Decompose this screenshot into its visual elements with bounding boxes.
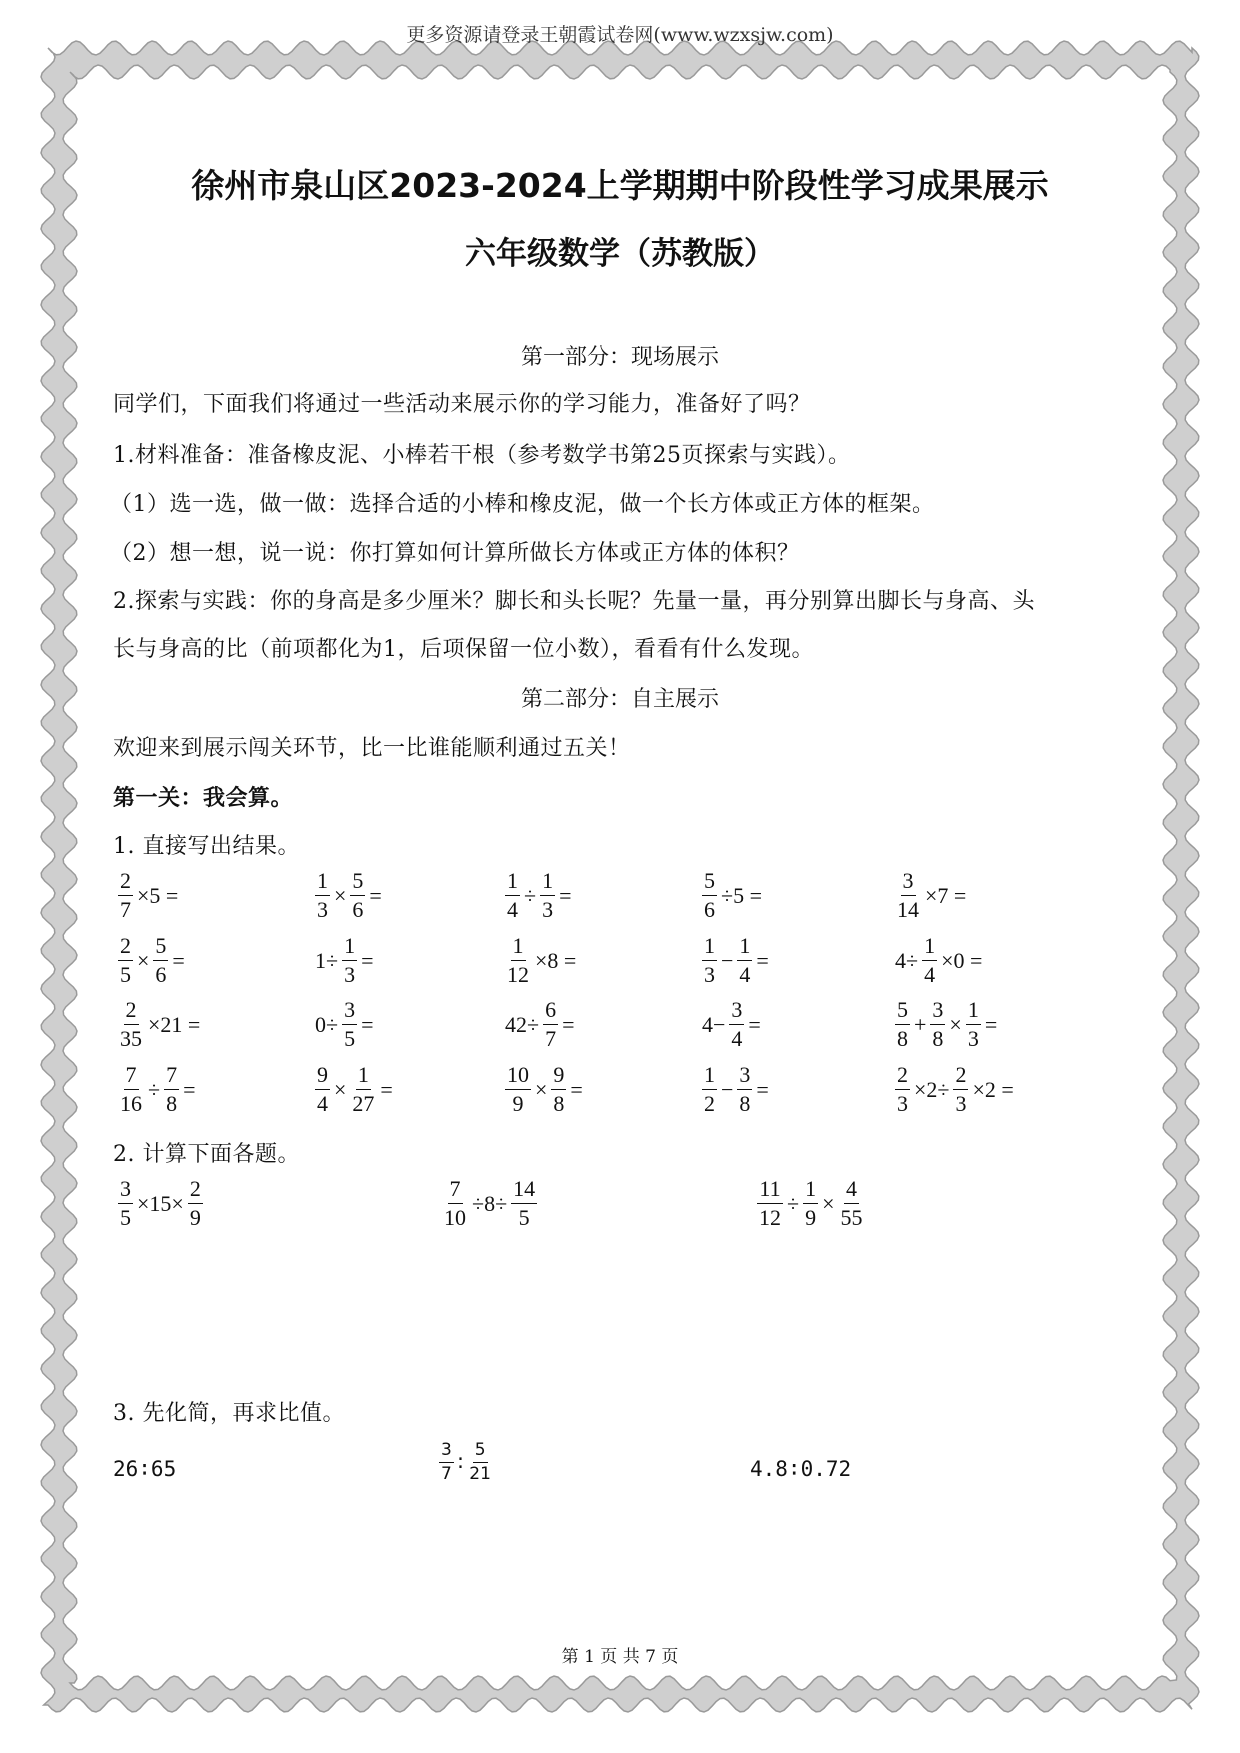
numerator: 10 — [505, 1064, 531, 1090]
oral-calc-expression — [116, 935, 187, 986]
operator-text: = — [369, 882, 382, 908]
part2-intro: 欢迎来到展示闯关环节，比一比谁能顺利通过五关！ — [113, 736, 631, 761]
fraction — [164, 1064, 179, 1115]
ratio2-left-denominator: 7 — [441, 1464, 452, 1484]
fraction — [930, 999, 945, 1050]
fraction — [505, 935, 531, 986]
fraction — [315, 870, 330, 921]
fraction — [118, 935, 133, 986]
oral-calc-expression — [700, 870, 764, 921]
fraction — [702, 1064, 717, 1115]
numerator: 5 — [350, 870, 365, 896]
fraction — [350, 870, 365, 921]
numerator: 1 — [702, 1064, 717, 1090]
ratio2-right-denominator: 21 — [469, 1464, 491, 1484]
denominator: 3 — [967, 1026, 979, 1051]
operator-text: ×5 = — [137, 882, 179, 908]
calc-expression — [116, 1178, 205, 1229]
fraction — [315, 1064, 330, 1115]
numerator: 2 — [124, 999, 139, 1025]
fraction — [350, 1064, 376, 1115]
numerator: 2 — [118, 935, 133, 961]
operator-text: − — [721, 1076, 734, 1102]
oral-calc-expression — [313, 1064, 395, 1115]
denominator: 27 — [352, 1091, 375, 1116]
ratio-expression-3: 4.8∶0.72 — [750, 1457, 852, 1481]
operator-text: = — [756, 947, 769, 973]
numerator: 3 — [729, 999, 744, 1025]
denominator: 5 — [518, 1205, 530, 1230]
denominator: 4 — [731, 1026, 743, 1051]
operator-text: = — [559, 882, 572, 908]
oral-calc-expression — [700, 1064, 771, 1115]
operator-text: ÷8÷ — [472, 1190, 508, 1216]
ratio-expression-1: 26∶65 — [113, 1457, 177, 1481]
operator-text: × — [822, 1190, 835, 1216]
operator-text: ÷ — [148, 1076, 161, 1102]
denominator: 3 — [955, 1091, 967, 1116]
operator-text: 42÷ — [505, 1011, 540, 1037]
oral-calc-expression — [503, 999, 577, 1050]
numerator: 5 — [702, 870, 717, 896]
numerator: 1 — [922, 935, 937, 961]
part1-intro: 同学们，下面我们将通过一些活动来展示你的学习能力，准备好了吗？ — [113, 392, 811, 417]
denominator: 4 — [739, 962, 751, 987]
fraction — [803, 1178, 818, 1229]
numerator: 5 — [895, 999, 910, 1025]
numerator: 4 — [844, 1178, 859, 1204]
numerator: 1 — [315, 870, 330, 896]
operator-text: × — [535, 1076, 548, 1102]
exam-title: 徐州市泉山区2023-2024上学期期中阶段性学习成果展示 — [191, 166, 1049, 205]
numerator: 9 — [551, 1064, 566, 1090]
calc-expression — [755, 1178, 867, 1229]
operator-text: × — [137, 947, 150, 973]
denominator: 4 — [507, 897, 518, 922]
fraction — [966, 999, 981, 1050]
ratio2-left-numerator: 3 — [439, 1442, 454, 1463]
fraction — [895, 1064, 910, 1115]
oral-calc-expression — [893, 1064, 1016, 1115]
numerator: 2 — [953, 1064, 968, 1090]
numerator: 1 — [511, 935, 526, 961]
fraction — [737, 935, 752, 986]
operator-text: = — [380, 1076, 393, 1102]
fraction — [505, 1064, 531, 1115]
oral-calc-expression — [116, 999, 202, 1050]
part1-item2-line1: 2.探索与实践：你的身高是多少厘米？脚长和头长呢？先量一量，再分别算出脚长与身高、头 — [113, 589, 1035, 614]
denominator: 9 — [189, 1205, 201, 1230]
operator-text: = — [570, 1076, 583, 1102]
denominator: 5 — [344, 1026, 356, 1051]
numerator: 1 — [505, 870, 520, 896]
operator-text: = — [756, 1076, 769, 1102]
denominator: 6 — [155, 962, 167, 987]
operator-text: ÷ — [524, 882, 537, 908]
denominator: 3 — [542, 897, 554, 922]
exam-subtitle: 六年级数学（苏教版） — [465, 236, 775, 272]
denominator: 2 — [704, 1091, 715, 1116]
fraction — [757, 1178, 783, 1229]
numerator: 3 — [737, 1064, 752, 1090]
denominator: 10 — [444, 1205, 466, 1230]
fraction — [511, 1178, 537, 1229]
operator-text: ×0 = — [941, 947, 983, 973]
fraction — [118, 1064, 144, 1115]
operator-text: 4÷ — [895, 947, 919, 973]
oral-calc-expression — [893, 870, 968, 921]
numerator: 1 — [702, 935, 717, 961]
denominator: 8 — [897, 1026, 908, 1051]
operator-text: = — [172, 947, 185, 973]
fraction — [737, 1064, 752, 1115]
denominator: 6 — [352, 897, 364, 922]
numerator: 2 — [895, 1064, 910, 1090]
denominator: 4 — [924, 962, 936, 987]
fraction — [551, 1064, 566, 1115]
fraction — [702, 870, 717, 921]
fraction — [118, 999, 144, 1050]
numerator: 9 — [315, 1064, 330, 1090]
oral-calc-expression — [700, 999, 763, 1050]
denominator: 9 — [805, 1205, 817, 1230]
calc-expression — [440, 1178, 539, 1229]
numerator: 1 — [356, 1064, 371, 1090]
fraction — [895, 870, 921, 921]
oral-calc-expression — [116, 870, 180, 921]
oral-calc-expression — [503, 935, 578, 986]
oral-calc-expression — [313, 935, 376, 986]
operator-text: + — [914, 1011, 927, 1037]
denominator: 3 — [897, 1091, 908, 1116]
operator-text: − — [721, 947, 734, 973]
operator-text: ×7 = — [925, 882, 967, 908]
numerator: 1 — [737, 935, 752, 961]
oral-calc-expression — [116, 1064, 198, 1115]
part1-item1-sub1: （1）选一选，做一做：选择合适的小棒和橡皮泥，做一个长方体或正方体的框架。 — [110, 492, 935, 517]
numerator: 3 — [118, 1178, 133, 1204]
operator-text: ×15× — [137, 1190, 184, 1216]
denominator: 8 — [739, 1091, 751, 1116]
operator-text: × — [334, 1076, 347, 1102]
denominator: 7 — [545, 1026, 557, 1051]
numerator: 5 — [153, 935, 168, 961]
question1-label: 1. 直接写出结果。 — [113, 834, 300, 859]
operator-text: = — [562, 1011, 575, 1037]
denominator: 12 — [507, 962, 529, 987]
oral-calc-expression — [503, 870, 574, 921]
oral-calc-expression — [893, 935, 984, 986]
numerator: 1 — [342, 935, 357, 961]
denominator: 8 — [166, 1091, 178, 1116]
fraction — [895, 999, 910, 1050]
operator-text: × — [949, 1011, 962, 1037]
fraction — [505, 870, 520, 921]
operator-text: = — [183, 1076, 196, 1102]
denominator: 5 — [120, 962, 131, 987]
fraction — [922, 935, 937, 986]
question3-label: 3. 先化简，再求比值。 — [113, 1401, 345, 1426]
part1-item2-line2: 长与身高的比（前项都化为1，后项保留一位小数），看看有什么发现。 — [113, 637, 814, 662]
part1-item1-sub2: （2）想一想，说一说：你打算如何计算所做长方体或正方体的体积？ — [110, 541, 800, 566]
denominator: 5 — [120, 1205, 131, 1230]
operator-text: ×2 = — [972, 1076, 1014, 1102]
part1-item1: 1.材料准备：准备橡皮泥、小棒若干根（参考数学书第25页探索与实践）。 — [113, 443, 851, 468]
fraction — [702, 935, 717, 986]
fraction — [442, 1178, 468, 1229]
operator-text: ×2÷ — [914, 1076, 950, 1102]
ratio2-separator: ∶ — [457, 1450, 464, 1475]
operator-text: 1÷ — [315, 947, 339, 973]
denominator: 35 — [120, 1026, 142, 1051]
denominator: 8 — [932, 1026, 944, 1051]
fraction — [118, 1178, 133, 1229]
denominator: 7 — [120, 897, 131, 922]
operator-text: = — [748, 1011, 761, 1037]
numerator: 1 — [803, 1178, 818, 1204]
fraction — [342, 935, 357, 986]
oral-calc-expression — [313, 870, 384, 921]
denominator: 8 — [553, 1091, 565, 1116]
fraction — [839, 1178, 865, 1229]
page-footer: 第 1 页 共 7 页 — [561, 1647, 679, 1667]
numerator: 6 — [543, 999, 558, 1025]
fraction — [118, 870, 133, 921]
fraction — [153, 935, 168, 986]
numerator: 1 — [540, 870, 555, 896]
question2-label: 2. 计算下面各题。 — [113, 1142, 300, 1167]
fraction — [188, 1178, 203, 1229]
oral-calc-expression — [313, 999, 376, 1050]
numerator: 7 — [164, 1064, 179, 1090]
oral-calc-expression — [503, 1064, 585, 1115]
operator-text: = — [984, 1011, 998, 1037]
operator-text: 4− — [702, 1011, 726, 1037]
oral-calc-expression — [700, 935, 771, 986]
numerator: 3 — [930, 999, 945, 1025]
operator-text: ×8 = — [535, 947, 577, 973]
numerator: 2 — [188, 1178, 203, 1204]
website-header-note: 更多资源请登录王朝霞试卷网(www.wzxsjw.com) — [406, 24, 834, 46]
operator-text: ÷5 = — [721, 882, 762, 908]
part1-heading: 第一部分：现场展示 — [520, 345, 719, 370]
denominator: 12 — [759, 1205, 781, 1230]
fraction — [342, 999, 357, 1050]
numerator: 7 — [124, 1064, 139, 1090]
denominator: 3 — [704, 962, 715, 987]
operator-text: 0÷ — [315, 1011, 339, 1037]
denominator: 3 — [344, 962, 356, 987]
denominator: 14 — [897, 897, 919, 922]
numerator: 7 — [448, 1178, 463, 1204]
denominator: 6 — [704, 897, 715, 922]
ratio-expression-2 — [437, 1442, 495, 1483]
ratio2-right-numerator: 5 — [473, 1442, 488, 1463]
denominator: 9 — [512, 1091, 524, 1116]
numerator: 11 — [757, 1178, 782, 1204]
oral-calc-expression — [893, 999, 999, 1050]
operator-text: × — [334, 882, 347, 908]
numerator: 1 — [966, 999, 981, 1025]
denominator: 4 — [317, 1091, 328, 1116]
operator-text: = — [361, 1011, 374, 1037]
operator-text: = — [361, 947, 374, 973]
numerator: 2 — [118, 870, 133, 896]
fraction — [953, 1064, 968, 1115]
part2-heading: 第二部分：自主展示 — [520, 687, 719, 712]
numerator: 3 — [901, 870, 916, 896]
denominator: 16 — [120, 1091, 142, 1116]
level1-heading: 第一关：我会算。 — [113, 786, 294, 811]
operator-text: ÷ — [787, 1190, 800, 1216]
operator-text: ×21 = — [148, 1011, 201, 1037]
numerator: 3 — [342, 999, 357, 1025]
fraction — [540, 870, 555, 921]
fraction — [729, 999, 744, 1050]
fraction — [543, 999, 558, 1050]
denominator: 55 — [840, 1205, 863, 1230]
numerator: 14 — [511, 1178, 537, 1204]
denominator: 3 — [317, 897, 328, 922]
